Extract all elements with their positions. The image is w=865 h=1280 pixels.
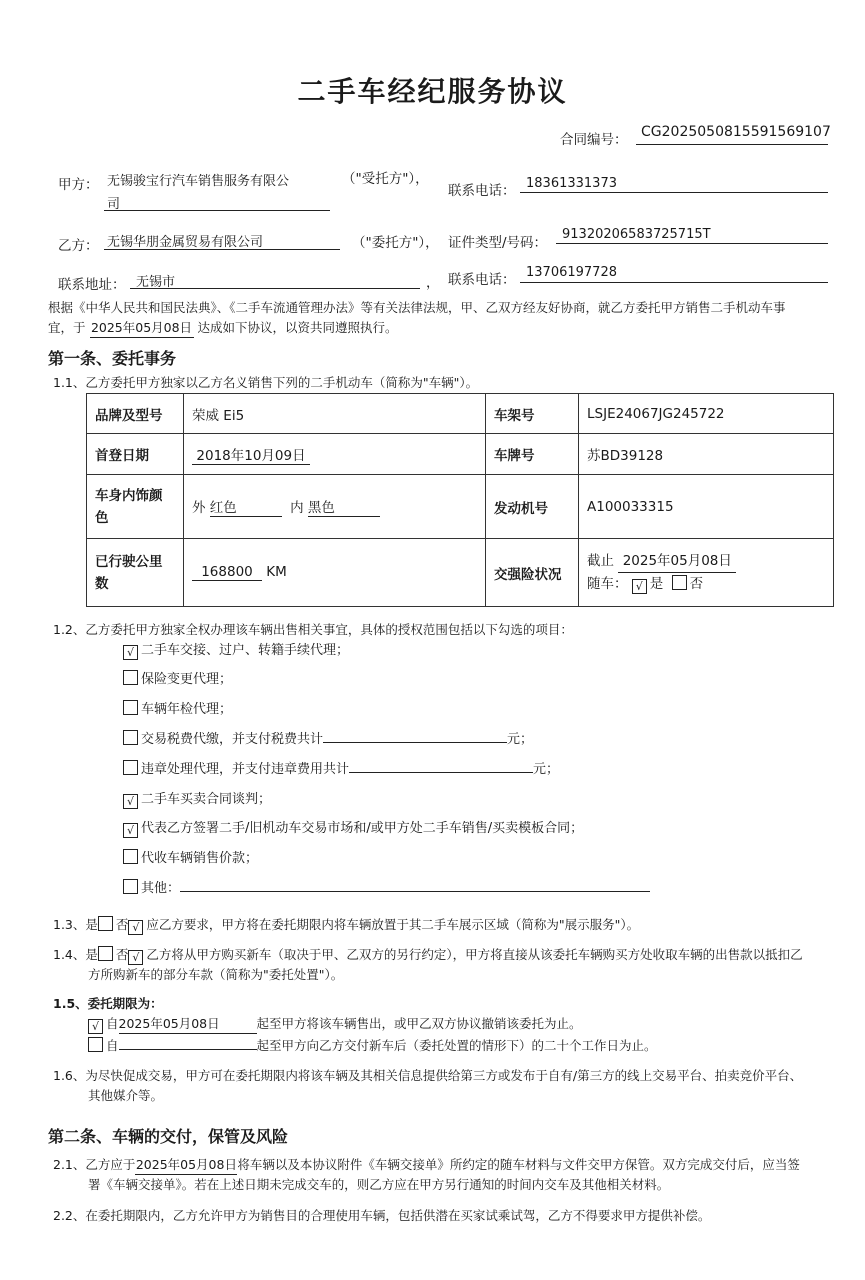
brand-value: 荣威 Ei5	[184, 394, 486, 434]
clause-2-1-text1: 将车辆以及本协议附件《车辆交接单》所约定的随车材料与文件交甲方保管。双方完成交付后，应当签	[237, 1157, 800, 1172]
clause-1-1: 1.1、乙方委托甲方独家以乙方名义销售下列的二手机动车（简称为"车辆"）。	[53, 375, 479, 390]
table-row	[87, 539, 834, 607]
clause-1-3-text: 应乙方要求，甲方将在委托期限内将车辆放置于其二手车展示区域（简称为"展示服务"）。	[146, 917, 640, 932]
clause-2-1-prefix: 乙方应于	[85, 1157, 136, 1172]
mileage-unit: KM	[266, 564, 287, 580]
clause-2-1-line1	[53, 1155, 800, 1175]
with-car-no-label: 否	[689, 576, 704, 592]
interior-color: 黑色	[308, 496, 380, 517]
clause-1-5-option2	[88, 1035, 657, 1055]
clause-1-5-opt1-date: 2025年05月08日	[119, 1014, 257, 1034]
party-a-name-line1: 无锡骏宝行汽车销售服务有限公	[107, 174, 290, 189]
insurance-line1	[587, 550, 825, 573]
document-title: 二手车经纪服务协议	[297, 75, 568, 108]
reg-date-label: 首登日期	[87, 434, 184, 475]
auth-item-4-suffix: 元；	[507, 732, 534, 747]
clause-1-5-opt2-prefix: 自	[106, 1038, 119, 1053]
clause-1-3-num: 1.3、	[53, 917, 86, 932]
intro-line2	[48, 318, 398, 338]
vin-value: LSJE24067JG245722	[579, 394, 834, 434]
clause-1-5-opt2-text: 起至甲方向乙方交付新车后（委托处置的情形下）的二十个工作日为止。	[256, 1038, 657, 1053]
insurance-label: 交强险状况	[486, 539, 579, 607]
clause-1-4-text1: 乙方将从甲方购买新车（取决于甲、乙双方的另行约定），甲方将直接从该委托车辆购买方处收取车辆的出售款以抵扣乙	[146, 947, 803, 962]
auth-item-3-label: 车辆年检代理；	[141, 702, 233, 717]
plate-label: 车牌号	[486, 434, 579, 475]
auth-item-1-checkbox[interactable]: √	[123, 645, 138, 660]
auth-item-4-blank[interactable]	[323, 728, 507, 743]
auth-item-7-checkbox[interactable]: √	[123, 823, 138, 838]
party-a-name-line2: 司	[107, 197, 121, 212]
clause-2-1-line2: 署《车辆交接单》。若在上述日期未完成交车的，则乙方应在甲方另行通知的时间内交车及其他相关材料。	[88, 1177, 670, 1192]
clause-1-3-yes-label: 是	[85, 917, 98, 932]
clause-1-5-option1	[88, 1014, 582, 1034]
auth-item-7-label: 代表乙方签署二手/旧机动车交易市场和/或甲方处二手车销售/买卖模板合同；	[141, 821, 584, 836]
clause-1-5-opt1-text: 起至甲方将该车辆售出，或甲乙双方协议撤销该委托为止。	[256, 1016, 582, 1031]
intro-line1: 根据《中华人民共和国民法典》、《二手车流通管理办法》等有关法律法规，甲、乙双方经友好协商，就乙方委托甲方销售二手机动车事	[48, 300, 786, 315]
section2-title: 第二条、车辆的交付，保管及风险	[48, 1127, 289, 1146]
party-a-name-underline	[104, 210, 330, 211]
clause-1-3	[53, 915, 639, 935]
party-a-label: 甲方：	[58, 177, 99, 193]
party-b-name: 无锡华朋金属贸易有限公司	[107, 235, 264, 250]
party-a-phone-underline	[520, 192, 828, 193]
mileage-cell	[184, 539, 486, 607]
table-row	[87, 394, 834, 434]
clause-2-1-date: 2025年05月08日	[135, 1155, 237, 1175]
color-cell	[184, 475, 486, 539]
plate-value: 苏BD39128	[579, 434, 834, 475]
auth-item-5-label: 违章处理代理，并支付违章费用共计	[141, 762, 350, 777]
color-label	[87, 475, 184, 539]
clause-1-5-opt2-checkbox[interactable]	[88, 1037, 103, 1052]
clause-1-4-no-label: 否	[115, 947, 129, 962]
clause-1-4-yes-label: 是	[85, 947, 98, 962]
clause-1-4-num: 1.4、	[53, 947, 86, 962]
auth-item-8-checkbox[interactable]	[123, 849, 138, 864]
intro-date: 2025年05月08日	[90, 318, 194, 338]
auth-item-8-label: 代收车辆销售价款；	[141, 851, 259, 866]
clause-1-6-line1: 1.6、为尽快促成交易，甲方可在委托期限内将该车辆及其相关信息提供给第三方或发布于自有/第三方的线上交易平台、拍卖竞价平台、	[53, 1068, 803, 1083]
auth-item-1-label: 二手车交接、过户、转籍手续代理；	[141, 643, 350, 658]
table-row	[87, 434, 834, 475]
intro-prefix: 宜，于	[48, 320, 86, 335]
auth-item-5-suffix: 元；	[533, 762, 560, 777]
auth-item-6-checkbox[interactable]: √	[123, 794, 138, 809]
section1-title: 第一条、委托事务	[48, 349, 177, 368]
clause-1-5-opt1-checkbox[interactable]: √	[88, 1019, 103, 1034]
intro-suffix: 达成如下协议，以资共同遵照执行。	[197, 320, 398, 335]
auth-item-5-blank[interactable]	[349, 758, 533, 773]
clause-1-4-line2: 方所购新车的部分车款（简称为"委托处置"）。	[88, 967, 344, 982]
auth-item-1	[123, 639, 349, 660]
insurance-prefix: 截止	[587, 553, 614, 569]
auth-item-2-label: 保险变更代理；	[141, 672, 233, 687]
auth-item-3	[123, 698, 232, 717]
color-label-line2: 色	[95, 509, 109, 526]
contract-no: CG2025050815591569107	[641, 124, 831, 140]
auth-item-4-checkbox[interactable]	[123, 730, 138, 745]
contract-no-label: 合同编号：	[560, 132, 628, 148]
insurance-line2	[587, 573, 825, 595]
auth-item-5	[123, 758, 559, 777]
clause-1-3-no-label: 否	[115, 917, 129, 932]
party-b-address-label: 联系地址：	[58, 277, 126, 293]
party-b-label: 乙方：	[58, 238, 99, 254]
contract-no-underline	[636, 144, 828, 145]
auth-item-9-blank[interactable]	[180, 877, 650, 892]
auth-item-6	[123, 788, 271, 809]
with-car-yes-checkbox[interactable]: √	[632, 579, 647, 594]
clause-1-2-intro: 1.2、乙方委托甲方独家全权办理该车辆出售相关事宜，具体的授权范围包括以下勾选的项目：	[53, 622, 573, 637]
clause-1-5-opt1-prefix: 自	[106, 1016, 119, 1031]
clause-1-5-opt2-blank[interactable]	[119, 1035, 257, 1050]
auth-item-5-checkbox[interactable]	[123, 760, 138, 775]
auth-item-2	[123, 668, 232, 687]
auth-item-6-label: 二手车买卖合同谈判；	[141, 792, 272, 807]
exterior-color: 红色	[210, 496, 282, 517]
vin-label: 车架号	[486, 394, 579, 434]
vehicle-table	[86, 393, 834, 607]
clause-2-2: 2.2、在委托期限内，乙方允许甲方为销售目的合理使用车辆，包括供潜在买家试乘试驾，乙方不得要求甲方提供补偿。	[53, 1208, 711, 1223]
party-b-phone-underline	[520, 282, 828, 283]
mileage-label-line1: 已行驶公里	[95, 553, 163, 570]
party-b-id-label: 证件类型/号码：	[448, 235, 548, 251]
engine-value: A100033315	[579, 475, 834, 539]
clause-1-6-line2: 其他媒介等。	[88, 1088, 164, 1103]
clause-1-5-title: 1.5、委托期限为：	[53, 996, 163, 1011]
party-b-id-underline	[556, 243, 828, 244]
with-car-label: 随车：	[587, 576, 628, 592]
reg-date-value: 2018年10月09日	[192, 444, 310, 465]
auth-item-7	[123, 817, 583, 838]
insurance-cell	[579, 539, 834, 607]
auth-item-4-label: 交易税费代缴，并支付税费共计	[141, 732, 324, 747]
table-row	[87, 475, 834, 539]
auth-item-4	[123, 728, 533, 747]
auth-item-9-checkbox[interactable]	[123, 879, 138, 894]
party-a-phone-label: 联系电话：	[448, 183, 516, 199]
clause-1-4-no-checkbox[interactable]: √	[128, 950, 143, 965]
exterior-prefix: 外	[192, 500, 206, 516]
interior-prefix: 内	[290, 500, 304, 516]
engine-label: 发动机号	[486, 475, 579, 539]
brand-label: 品牌及型号	[87, 394, 184, 434]
auth-item-8	[123, 847, 258, 866]
mileage-value: 168800	[192, 564, 262, 581]
reg-date-cell	[184, 434, 486, 475]
auth-item-9-label: 其他：	[141, 881, 181, 896]
party-b-id-no: 91320206583725715T	[562, 227, 711, 242]
party-a-phone: 18361331373	[526, 176, 617, 191]
with-car-no-checkbox[interactable]	[672, 575, 687, 590]
auth-item-2-checkbox[interactable]	[123, 670, 138, 685]
clause-1-4-yes-checkbox[interactable]	[98, 946, 113, 961]
party-b-address: 无锡市	[136, 275, 176, 290]
insurance-date: 2025年05月08日	[618, 550, 736, 573]
mileage-label-line2: 数	[95, 575, 109, 592]
clause-1-4-line1	[53, 945, 803, 965]
color-label-line1: 车身内饰颜	[95, 487, 163, 504]
auth-item-3-checkbox[interactable]	[123, 700, 138, 715]
party-a-role: （"受托方"），	[342, 171, 429, 187]
clause-2-1-num: 2.1、	[53, 1157, 86, 1172]
mileage-label	[87, 539, 184, 607]
party-b-address-comma: ，	[426, 275, 440, 291]
party-b-phone-label: 联系电话：	[448, 272, 516, 288]
with-car-yes-label: 是	[649, 576, 664, 592]
clause-1-3-no-checkbox[interactable]: √	[128, 920, 143, 935]
auth-item-9	[123, 877, 650, 896]
party-b-role: （"委托方"），	[352, 235, 439, 251]
clause-1-3-yes-checkbox[interactable]	[98, 916, 113, 931]
party-b-phone: 13706197728	[526, 265, 617, 280]
